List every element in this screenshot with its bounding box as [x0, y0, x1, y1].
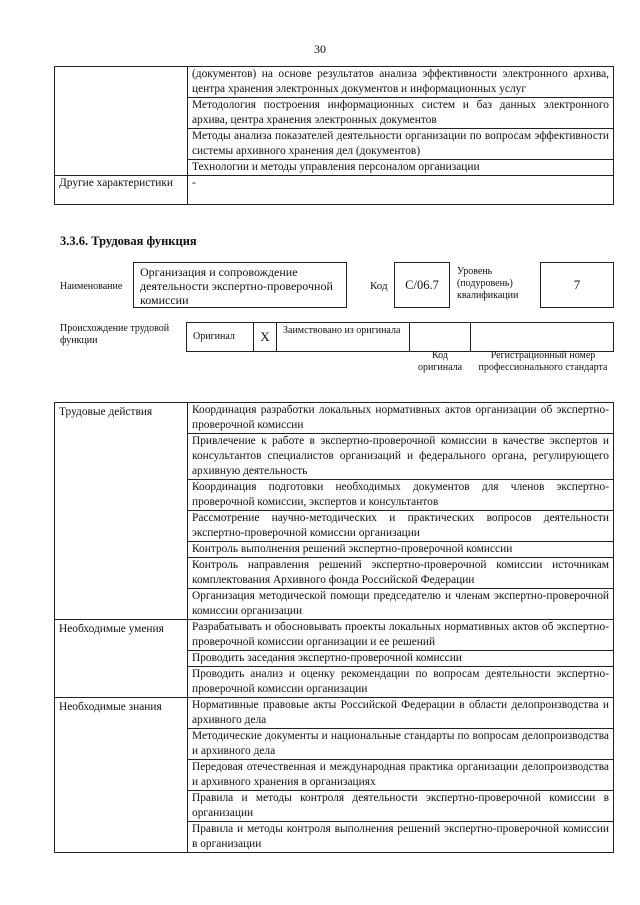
table-row: Проводить анализ и оценку рекомендации по вопросам деятельности экспертно-проверочной комиссии организации [188, 667, 614, 698]
table-row: Передовая отечественная и международная практика организации делопроизводства и архивного хранения в организациях [188, 760, 614, 791]
empty-label-cell [55, 67, 188, 176]
borrowed-cell: Заимствовано из оригинала [276, 322, 410, 352]
table-row: Координация разработки локальных нормативных актов организации об экспертно-проверочной комиссии [188, 403, 614, 434]
table-row: Координация подготовки необходимых документов для членов экспертно-проверочной комиссии, экспертов и консультантов [188, 480, 614, 511]
origin-label: Происхождение трудовой функции [60, 323, 170, 346]
other-characteristics-label: Другие характеристики [55, 176, 188, 205]
function-code-box: С/06.7 [394, 262, 450, 308]
table-row: Нормативные правовые акты Российской Федерации в области делопроизводства и архивного дела [188, 698, 614, 729]
group-label-skills: Необходимые умения [55, 620, 188, 698]
table-row: Правила и методы контроля выполнения решений экспертно-проверочной комиссии в организации [188, 822, 614, 853]
table-row: Контроль выполнения решений экспертно-проверочной комиссии [188, 542, 614, 558]
code-original-cell [409, 322, 471, 352]
table-row: Контроль направления решений экспертно-проверочной комиссии источникам комплектования Архивного фонда Российской Федерации [188, 558, 614, 589]
table-row: Методы анализа показателей деятельности организации по вопросам эффективности системы архивного хранения дел (документов) [188, 129, 614, 160]
table-row: (документов) на основе результатов анализа эффективности электронного архива, центра хранения электронных документов и информационных услуг [188, 67, 614, 98]
original-cell: Оригинал [186, 322, 254, 352]
table-row: Проводить заседания экспертно-проверочной комиссии [188, 651, 614, 667]
page-number: 30 [314, 42, 326, 56]
table-row: Разрабатывать и обосновывать проекты локальных нормативных актов об экспертно-проверочной комиссии организации и ее решений [188, 620, 614, 651]
code-original-caption: Код оригинала [417, 350, 463, 373]
reg-number-caption: Регистрационный номер профессионального стандарта [478, 350, 608, 373]
labor-function-table [54, 402, 614, 853]
original-mark-cell: X [253, 322, 277, 352]
group-label-knowledge: Необходимые знания [55, 698, 188, 853]
function-name-box: Организация и сопровождение деятельности экспертно-проверочной комиссии [133, 262, 347, 308]
other-characteristics-value: - [188, 176, 614, 205]
table-row: Правила и методы контроля деятельности экспертно-проверочной комиссии в организации [188, 791, 614, 822]
reg-number-cell [470, 322, 614, 352]
code-label: Код [370, 280, 388, 292]
table-row: Методические документы и национальные стандарты по вопросам делопроизводства и архивного дела [188, 729, 614, 760]
group-label-actions: Трудовые действия [55, 403, 188, 620]
table-row: Рассмотрение научно-методических и практических вопросов деятельности экспертно-проверочной комиссии организации [188, 511, 614, 542]
table-row: Технологии и методы управления персоналом организации [188, 160, 614, 176]
qualification-level-label: Уровень (подуровень) квалификации [457, 266, 519, 301]
table-row: Привлечение к работе в экспертно-проверочной комиссии в качестве экспертов и консультантов специалистов организаций и федерального органа, регулирующего архивную деятельность [188, 434, 614, 480]
section-heading: 3.3.6. Трудовая функция [60, 234, 197, 248]
qualification-level-box: 7 [540, 262, 614, 308]
table-row: Организация методической помощи председателю и членам экспертно-проверочной комиссии организации [188, 589, 614, 620]
knowledge-continuation-table [54, 66, 614, 205]
name-label: Наименование [60, 281, 123, 292]
table-row: Методология построения информационных систем и баз данных электронного архива, центра хранения электронных документов [188, 98, 614, 129]
